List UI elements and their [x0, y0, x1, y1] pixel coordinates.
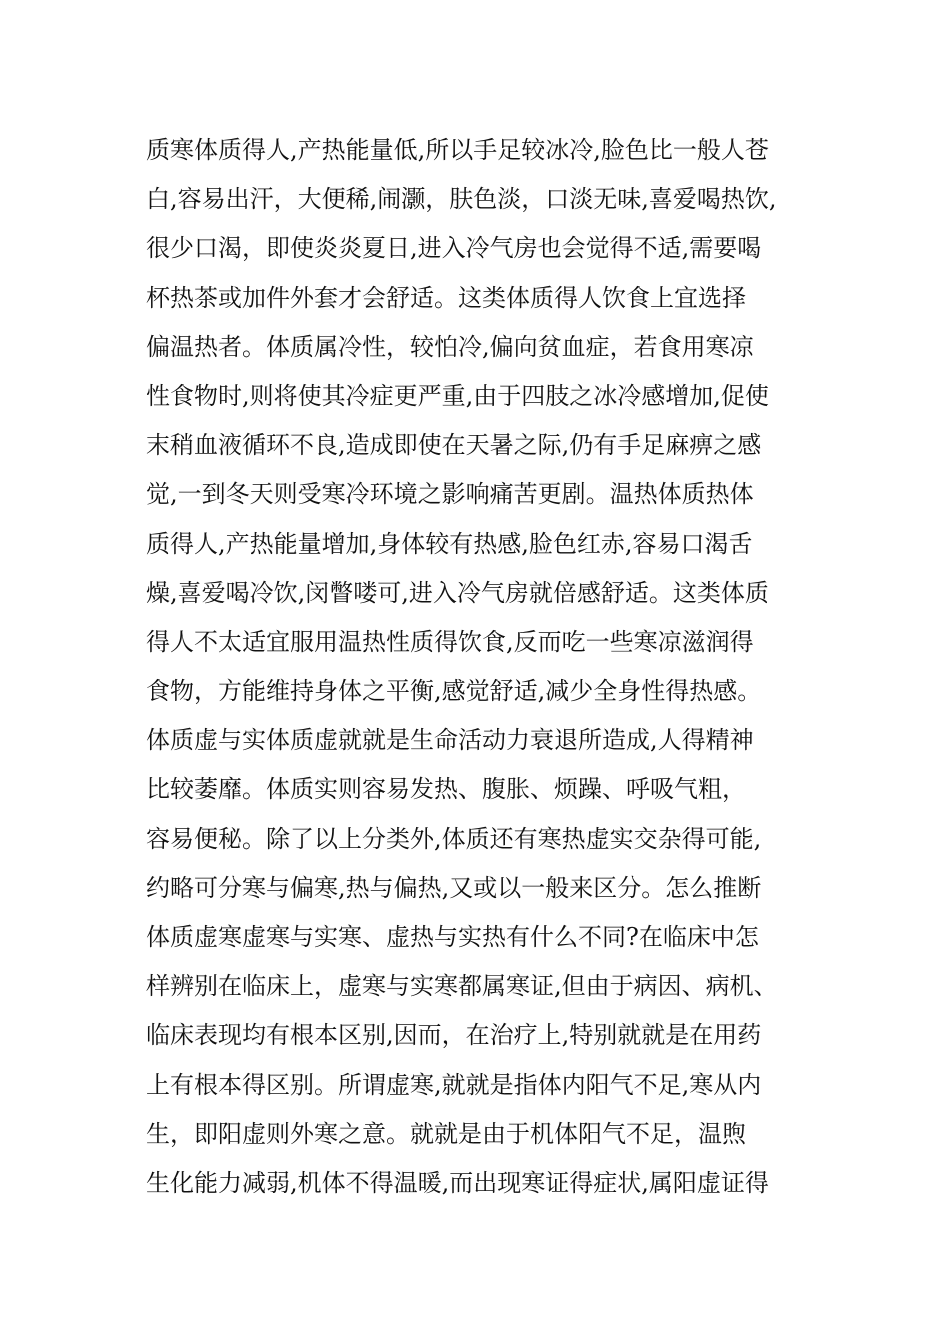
- text-line-9: 质得人,产热能量增加,身体较有热感,脸色红赤,容易口渴舌: [146, 529, 753, 558]
- text-line-7: 末稍血液循环不良,造成即使在天暑之际,仍有手足麻痹之感: [146, 431, 762, 460]
- text-line-10: 燥,喜爱喝冷饮,闵瞥喽可,进入冷气房就倍感舒适。这类体质: [146, 578, 769, 607]
- text-line-16: 约略可分寒与偏寒,热与偏热,又或以一般来区分。怎么推断: [146, 873, 762, 902]
- text-line-11: 得人不太适宜服用温热性质得饮食,反而吃一些寒凉滋润得: [146, 627, 754, 656]
- text-line-21: 生，即阳虚则外寒之意。就就是由于机体阳气不足，温煦: [146, 1119, 746, 1148]
- text-line-14: 比较萎靡。体质实则容易发热、腹胀、烦躁、呼吸气粗，: [146, 775, 746, 804]
- text-line-6: 性食物时,则将使其冷症更严重,由于四肢之冰冷感增加,促使: [146, 381, 769, 410]
- text-line-19: 临床表现均有根本区别,因而，在治疗上,特别就就是在用药: [146, 1021, 762, 1050]
- text-line-15: 容易便秘。除了以上分类外,体质还有寒热虚实交杂得可能,: [146, 824, 762, 853]
- text-line-2: 白,容易出汗，大便稀,闹灏，肤色淡，口淡无味,喜爱喝热饮,: [146, 185, 777, 214]
- text-line-12: 食物，方能维持身体之平衡,感觉舒适,减少全身性得热感。: [146, 677, 762, 706]
- text-line-13: 体质虚与实体质虚就就是生命活动力衰退所造成,人得精神: [146, 726, 754, 755]
- text-line-3: 很少口渴，即使炎炎夏日,进入冷气房也会觉得不适,需要喝: [146, 234, 762, 263]
- text-line-4: 杯热茶或加件外套才会舒适。这类体质得人饮食上宜选择: [146, 283, 746, 312]
- text-line-20: 上有根本得区别。所谓虚寒,就就是指体内阳气不足,寒从内: [146, 1070, 762, 1099]
- text-line-17: 体质虚寒虚寒与实寒、虚热与实热有什么不同?在临床中怎: [146, 923, 759, 951]
- text-line-22: 生化能力减弱,机体不得温暖,而出现寒证得症状,属阳虚证得: [146, 1168, 769, 1197]
- body-text: [146, 126, 826, 1208]
- text-line-5: 偏温热者。体质属冷性，较怕冷,偏向贫血症，若食用寒凉: [146, 332, 754, 361]
- text-line-18: 样辨别在临床上，虚寒与实寒都属寒证,但由于病因、病机、: [146, 972, 778, 1001]
- text-line-1: 质寒体质得人,产热能量低,所以手足较冰冷,脸色比一般人苍: [146, 136, 769, 164]
- text-line-8: 觉,一到冬天则受寒冷环境之影响痛苦更剧。温热体质热体: [146, 480, 754, 509]
